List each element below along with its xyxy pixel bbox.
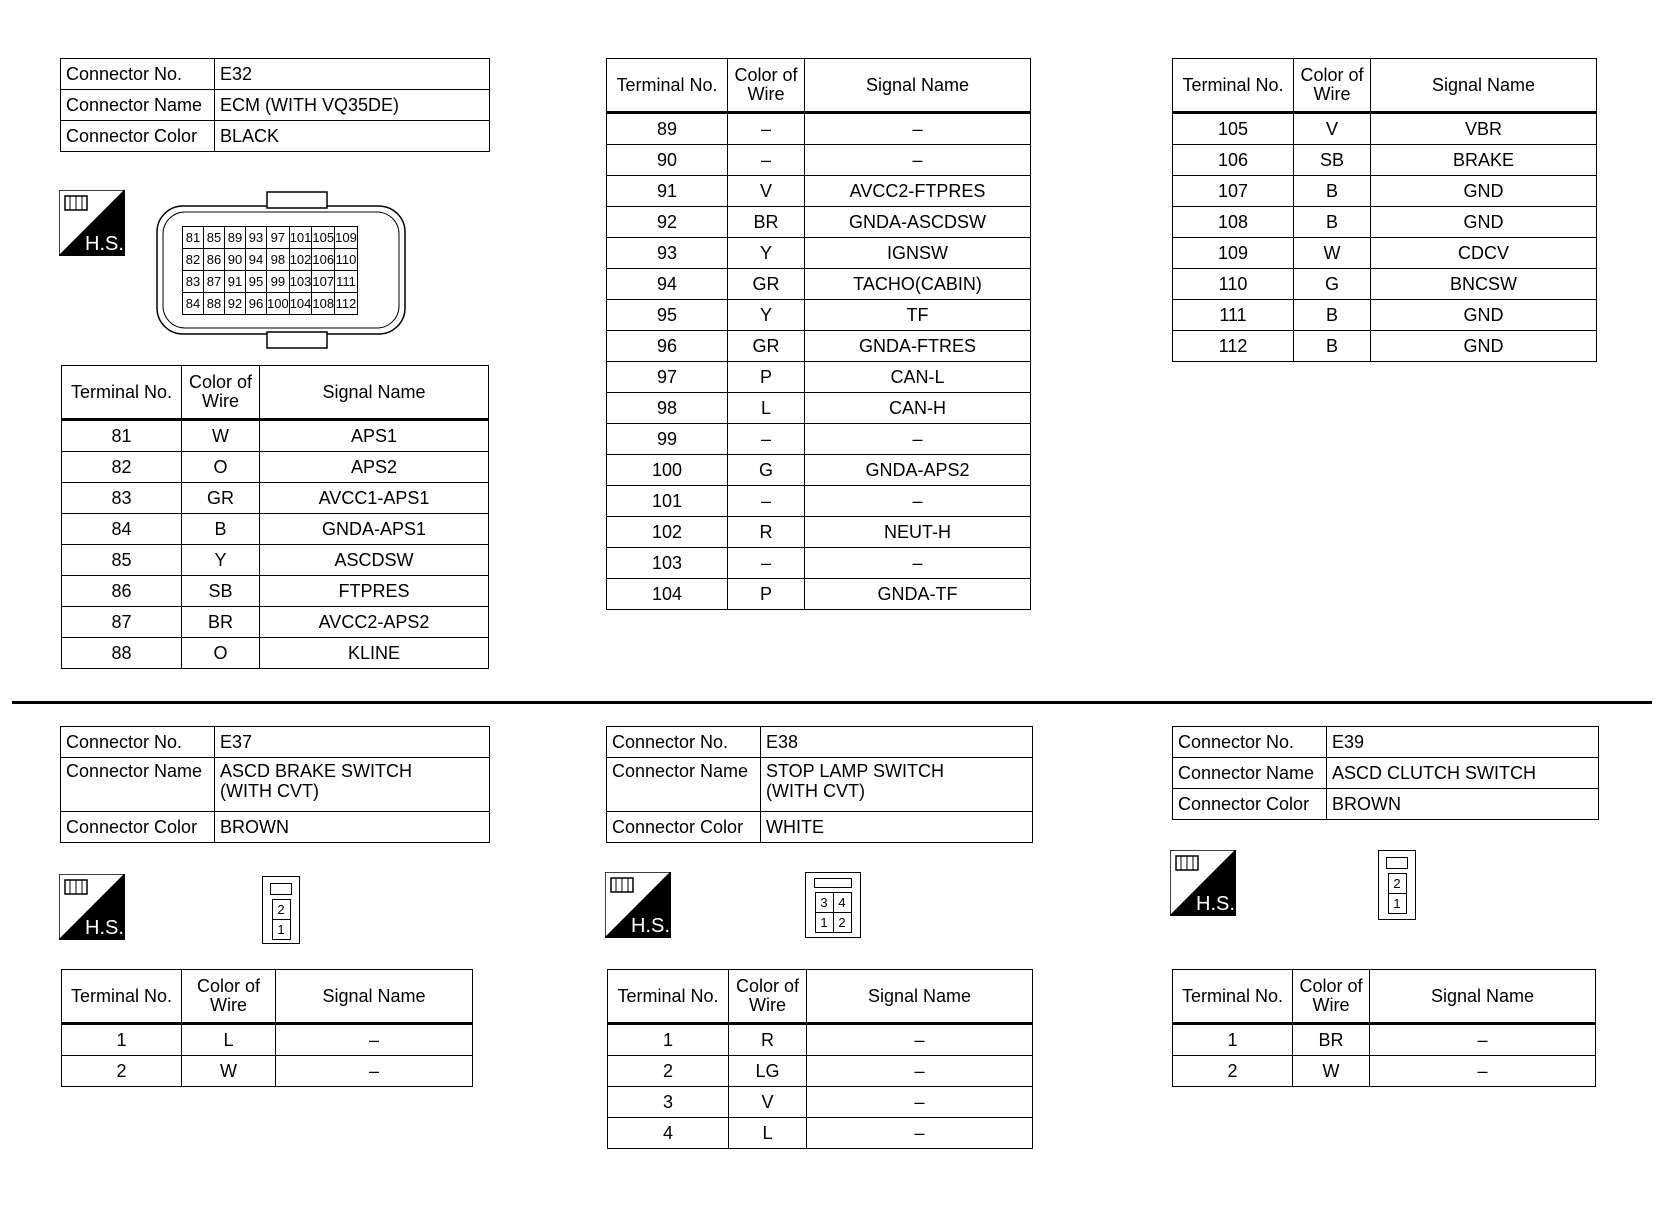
signal-name-cell: TACHO(CABIN)	[805, 269, 1031, 300]
wire-color-cell: W	[182, 420, 260, 452]
pin-cell: 83	[183, 271, 204, 293]
wire-color-cell: –	[728, 145, 805, 176]
signal-name-cell: –	[807, 1118, 1033, 1149]
table-row	[1173, 1056, 1596, 1087]
pin-cell: 93	[246, 227, 267, 249]
pin-cell: 112	[335, 293, 358, 315]
wire-color-cell: –	[728, 548, 805, 579]
terminal-no-cell: 82	[62, 452, 182, 483]
wire-color-cell: B	[182, 514, 260, 545]
e38-connector-face	[805, 872, 861, 938]
wire-color-cell: SB	[182, 576, 260, 607]
table-row	[1173, 145, 1597, 176]
wire-color-cell: LG	[729, 1056, 807, 1087]
signal-name-cell: GND	[1371, 331, 1597, 362]
signal-name-cell: AVCC1-APS1	[260, 483, 489, 514]
table-row	[62, 545, 489, 576]
pin-cell: 100	[267, 293, 290, 315]
table-row	[62, 638, 489, 669]
e38-info-table	[606, 726, 1033, 843]
table-row	[607, 486, 1031, 517]
signal-name-cell: AVCC2-APS2	[260, 607, 489, 638]
connector-no-value: E38	[761, 727, 1033, 758]
wire-color-cell: BR	[728, 207, 805, 238]
signal-name-cell: CAN-L	[805, 362, 1031, 393]
connector-name-value: STOP LAMP SWITCH (WITH CVT)	[761, 758, 1033, 812]
signal-name-cell: KLINE	[260, 638, 489, 669]
signal-name-cell: –	[805, 548, 1031, 579]
signal-name-cell: AVCC2-FTPRES	[805, 176, 1031, 207]
pin-cell: 96	[246, 293, 267, 315]
terminal-no-cell: 86	[62, 576, 182, 607]
terminal-no-cell: 93	[607, 238, 728, 269]
connector-color-label: Connector Color	[1173, 789, 1327, 820]
connector-color-label: Connector Color	[607, 812, 761, 843]
wire-color-cell: –	[728, 486, 805, 517]
e39-connector-face	[1378, 850, 1416, 920]
signal-name-cell: GNDA-ASCDSW	[805, 207, 1031, 238]
signal-name-header: Signal Name	[1371, 59, 1597, 113]
pin-cell: 97	[267, 227, 290, 249]
wire-color-cell: V	[728, 176, 805, 207]
table-row	[607, 176, 1031, 207]
connector-color-label: Connector Color	[61, 121, 215, 152]
terminal-no-cell: 1	[1173, 1024, 1293, 1056]
connector-no-label: Connector No.	[61, 727, 215, 758]
wire-color-cell: P	[728, 362, 805, 393]
harness-side-icon	[59, 190, 125, 256]
signal-name-cell: –	[805, 113, 1031, 145]
table-row	[62, 576, 489, 607]
e32-terminal-table-b	[606, 58, 1031, 610]
connector-name-label: Connector Name	[607, 758, 761, 812]
terminal-no-cell: 98	[607, 393, 728, 424]
signal-name-cell: BNCSW	[1371, 269, 1597, 300]
signal-name-cell: TF	[805, 300, 1031, 331]
signal-name-cell: NEUT-H	[805, 517, 1031, 548]
terminal-no-cell: 96	[607, 331, 728, 362]
table-row	[607, 207, 1031, 238]
pin-cell: 111	[335, 271, 358, 293]
signal-name-cell: BRAKE	[1371, 145, 1597, 176]
e37-connector-face	[262, 876, 300, 944]
connector-name-label: Connector Name	[61, 758, 215, 812]
color-of-wire-header: Color of Wire	[728, 59, 805, 113]
table-row	[62, 1056, 473, 1087]
pin-2: 2	[272, 900, 290, 920]
pin-cell: 102	[289, 249, 312, 271]
pin-cell: 82	[183, 249, 204, 271]
wire-color-cell: L	[728, 393, 805, 424]
table-row	[1173, 238, 1597, 269]
e32-terminal-table-a	[61, 365, 489, 669]
svg-text:H.S.: H.S.	[85, 233, 124, 255]
connector-color-value: BLACK	[215, 121, 490, 152]
table-row	[62, 452, 489, 483]
terminal-no-cell: 106	[1173, 145, 1294, 176]
pin-cell: 86	[204, 249, 225, 271]
e37-info-table	[60, 726, 490, 843]
table-row	[607, 548, 1031, 579]
wire-color-cell: –	[728, 113, 805, 145]
table-row	[607, 362, 1031, 393]
wire-color-cell: V	[1294, 113, 1371, 145]
wire-color-cell: G	[1294, 269, 1371, 300]
terminal-no-header: Terminal No.	[62, 970, 182, 1024]
signal-name-cell: VBR	[1371, 113, 1597, 145]
harness-side-icon	[1170, 850, 1236, 916]
terminal-no-cell: 109	[1173, 238, 1294, 269]
terminal-no-cell: 100	[607, 455, 728, 486]
harness-side-icon	[59, 874, 125, 940]
pin-cell: 110	[335, 249, 358, 271]
wire-color-cell: B	[1294, 331, 1371, 362]
e39-terminal-table	[1172, 969, 1596, 1087]
signal-name-cell: IGNSW	[805, 238, 1031, 269]
e37-terminal-table	[61, 969, 473, 1087]
table-row	[608, 1024, 1033, 1056]
signal-name-cell: ASCDSW	[260, 545, 489, 576]
wire-color-cell: BR	[1293, 1024, 1370, 1056]
table-row	[608, 1087, 1033, 1118]
wire-color-cell: O	[182, 638, 260, 669]
e32-info-table	[60, 58, 490, 152]
svg-text:H.S.: H.S.	[631, 915, 670, 937]
table-row	[607, 145, 1031, 176]
table-row	[1173, 207, 1597, 238]
signal-name-cell: –	[805, 145, 1031, 176]
table-row	[1173, 176, 1597, 207]
table-row	[607, 113, 1031, 145]
table-row	[607, 300, 1031, 331]
pin-cell: 85	[204, 227, 225, 249]
pin-cell: 89	[225, 227, 246, 249]
terminal-no-cell: 99	[607, 424, 728, 455]
color-of-wire-header: Color of Wire	[182, 970, 276, 1024]
signal-name-cell: GND	[1371, 207, 1597, 238]
signal-name-cell: –	[276, 1024, 473, 1056]
connector-no-label: Connector No.	[61, 59, 215, 90]
signal-name-cell: –	[1370, 1024, 1596, 1056]
pin-cell: 95	[246, 271, 267, 293]
table-row	[1173, 269, 1597, 300]
terminal-no-header: Terminal No.	[608, 970, 729, 1024]
connector-no-value: E32	[215, 59, 490, 90]
wire-color-cell: Y	[728, 300, 805, 331]
wire-color-cell: W	[1293, 1056, 1370, 1087]
connector-name-value: ECM (WITH VQ35DE)	[215, 90, 490, 121]
table-row	[62, 420, 489, 452]
signal-name-cell: –	[276, 1056, 473, 1087]
wire-color-cell: Y	[182, 545, 260, 576]
table-row	[62, 1024, 473, 1056]
pin-cell: 87	[204, 271, 225, 293]
wire-color-cell: BR	[182, 607, 260, 638]
signal-name-cell: –	[1370, 1056, 1596, 1087]
signal-name-cell: GND	[1371, 300, 1597, 331]
terminal-no-cell: 91	[607, 176, 728, 207]
pin-cell: 107	[312, 271, 335, 293]
pin-cell: 88	[204, 293, 225, 315]
signal-name-cell: –	[807, 1087, 1033, 1118]
pin-cell: 109	[335, 227, 358, 249]
terminal-no-cell: 81	[62, 420, 182, 452]
terminal-no-cell: 95	[607, 300, 728, 331]
terminal-no-cell: 111	[1173, 300, 1294, 331]
table-row	[62, 514, 489, 545]
signal-name-cell: APS1	[260, 420, 489, 452]
wire-color-cell: V	[729, 1087, 807, 1118]
wire-color-cell: P	[728, 579, 805, 610]
wire-color-cell: Y	[728, 238, 805, 269]
table-row	[1173, 113, 1597, 145]
pin-cell: 90	[225, 249, 246, 271]
terminal-no-header: Terminal No.	[1173, 59, 1294, 113]
table-row	[607, 579, 1031, 610]
connector-name-label: Connector Name	[1173, 758, 1327, 789]
signal-name-cell: CAN-H	[805, 393, 1031, 424]
table-row	[607, 455, 1031, 486]
wire-color-cell: GR	[728, 269, 805, 300]
wire-color-cell: GR	[182, 483, 260, 514]
pin-cell: 92	[225, 293, 246, 315]
terminal-no-cell: 2	[62, 1056, 182, 1087]
pin-cell: 105	[312, 227, 335, 249]
table-row	[607, 331, 1031, 362]
terminal-no-cell: 1	[62, 1024, 182, 1056]
signal-name-cell: –	[807, 1056, 1033, 1087]
connector-color-value: BROWN	[215, 812, 490, 843]
terminal-no-cell: 102	[607, 517, 728, 548]
signal-name-cell: GNDA-APS2	[805, 455, 1031, 486]
signal-name-cell: GNDA-APS1	[260, 514, 489, 545]
wire-color-cell: O	[182, 452, 260, 483]
terminal-no-cell: 107	[1173, 176, 1294, 207]
terminal-no-header: Terminal No.	[1173, 970, 1293, 1024]
table-row	[1173, 300, 1597, 331]
wire-color-cell: G	[728, 455, 805, 486]
connector-color-value: BROWN	[1327, 789, 1599, 820]
terminal-no-cell: 84	[62, 514, 182, 545]
connector-no-label: Connector No.	[607, 727, 761, 758]
pin-cell: 81	[183, 227, 204, 249]
pin-cell: 101	[289, 227, 312, 249]
connector-no-value: E39	[1327, 727, 1599, 758]
pin-cell: 103	[289, 271, 312, 293]
pin-cell: 104	[289, 293, 312, 315]
wire-color-cell: –	[728, 424, 805, 455]
pin-cell: 99	[267, 271, 290, 293]
signal-name-cell: GNDA-TF	[805, 579, 1031, 610]
e32-connector-face	[155, 190, 407, 350]
signal-name-cell: APS2	[260, 452, 489, 483]
pin-cell: 106	[312, 249, 335, 271]
signal-name-cell: CDCV	[1371, 238, 1597, 269]
terminal-no-header: Terminal No.	[607, 59, 728, 113]
signal-name-header: Signal Name	[807, 970, 1033, 1024]
wire-color-cell: GR	[728, 331, 805, 362]
terminal-no-cell: 90	[607, 145, 728, 176]
terminal-no-cell: 88	[62, 638, 182, 669]
signal-name-cell: –	[805, 424, 1031, 455]
table-row	[608, 1118, 1033, 1149]
e39-info-table	[1172, 726, 1599, 820]
wire-color-cell: W	[1294, 238, 1371, 269]
terminal-no-cell: 112	[1173, 331, 1294, 362]
terminal-no-cell: 105	[1173, 113, 1294, 145]
terminal-no-cell: 101	[607, 486, 728, 517]
e38-terminal-table	[607, 969, 1033, 1149]
connector-color-value: WHITE	[761, 812, 1033, 843]
wire-color-cell: L	[182, 1024, 276, 1056]
terminal-no-cell: 110	[1173, 269, 1294, 300]
wire-color-cell: R	[729, 1024, 807, 1056]
table-row	[607, 517, 1031, 548]
terminal-no-cell: 104	[607, 579, 728, 610]
pin-cell: 94	[246, 249, 267, 271]
signal-name-header: Signal Name	[805, 59, 1031, 113]
wire-color-cell: B	[1294, 176, 1371, 207]
pin-cell: 84	[183, 293, 204, 315]
terminal-no-cell: 4	[608, 1118, 729, 1149]
pin-cell: 98	[267, 249, 290, 271]
section-divider	[12, 701, 1652, 704]
terminal-no-cell: 2	[1173, 1056, 1293, 1087]
color-of-wire-header: Color of Wire	[1293, 970, 1370, 1024]
pin-1: 1	[815, 913, 833, 933]
terminal-no-cell: 83	[62, 483, 182, 514]
terminal-no-cell: 2	[608, 1056, 729, 1087]
table-row	[607, 269, 1031, 300]
terminal-no-cell: 103	[607, 548, 728, 579]
table-row	[62, 483, 489, 514]
svg-text:H.S.: H.S.	[1196, 893, 1235, 915]
pin-2: 2	[1388, 874, 1406, 894]
table-row	[62, 607, 489, 638]
pin-cell: 91	[225, 271, 246, 293]
color-of-wire-header: Color of Wire	[729, 970, 807, 1024]
pin-2: 2	[833, 913, 851, 933]
e32-pin-grid	[182, 226, 358, 315]
signal-name-header: Signal Name	[260, 366, 489, 420]
pin-1: 1	[1388, 894, 1406, 914]
pin-4: 4	[833, 893, 851, 913]
signal-name-header: Signal Name	[276, 970, 473, 1024]
signal-name-header: Signal Name	[1370, 970, 1596, 1024]
terminal-no-cell: 108	[1173, 207, 1294, 238]
table-row	[607, 393, 1031, 424]
terminal-no-cell: 92	[607, 207, 728, 238]
terminal-no-cell: 87	[62, 607, 182, 638]
table-row	[607, 424, 1031, 455]
connector-name-value: ASCD BRAKE SWITCH (WITH CVT)	[215, 758, 490, 812]
pin-1: 1	[272, 920, 290, 940]
terminal-no-cell: 89	[607, 113, 728, 145]
terminal-no-header: Terminal No.	[62, 366, 182, 420]
signal-name-cell: –	[805, 486, 1031, 517]
pin-3: 3	[815, 893, 833, 913]
harness-side-icon	[605, 872, 671, 938]
table-row	[1173, 1024, 1596, 1056]
connector-name-label: Connector Name	[61, 90, 215, 121]
terminal-no-cell: 85	[62, 545, 182, 576]
signal-name-cell: GND	[1371, 176, 1597, 207]
table-row	[608, 1056, 1033, 1087]
terminal-no-cell: 1	[608, 1024, 729, 1056]
terminal-no-cell: 3	[608, 1087, 729, 1118]
connector-color-label: Connector Color	[61, 812, 215, 843]
signal-name-cell: GNDA-FTRES	[805, 331, 1031, 362]
table-row	[1173, 331, 1597, 362]
connector-name-value: ASCD CLUTCH SWITCH	[1327, 758, 1599, 789]
color-of-wire-header: Color of Wire	[182, 366, 260, 420]
connector-no-value: E37	[215, 727, 490, 758]
e32-terminal-table-c	[1172, 58, 1597, 362]
terminal-no-cell: 97	[607, 362, 728, 393]
connector-no-label: Connector No.	[1173, 727, 1327, 758]
signal-name-cell: FTPRES	[260, 576, 489, 607]
color-of-wire-header: Color of Wire	[1294, 59, 1371, 113]
wire-color-cell: W	[182, 1056, 276, 1087]
pin-cell: 108	[312, 293, 335, 315]
signal-name-cell: –	[807, 1024, 1033, 1056]
svg-text:H.S.: H.S.	[85, 917, 124, 939]
table-row	[607, 238, 1031, 269]
wire-color-cell: B	[1294, 300, 1371, 331]
wire-color-cell: L	[729, 1118, 807, 1149]
terminal-no-cell: 94	[607, 269, 728, 300]
wire-color-cell: R	[728, 517, 805, 548]
wire-color-cell: B	[1294, 207, 1371, 238]
wire-color-cell: SB	[1294, 145, 1371, 176]
